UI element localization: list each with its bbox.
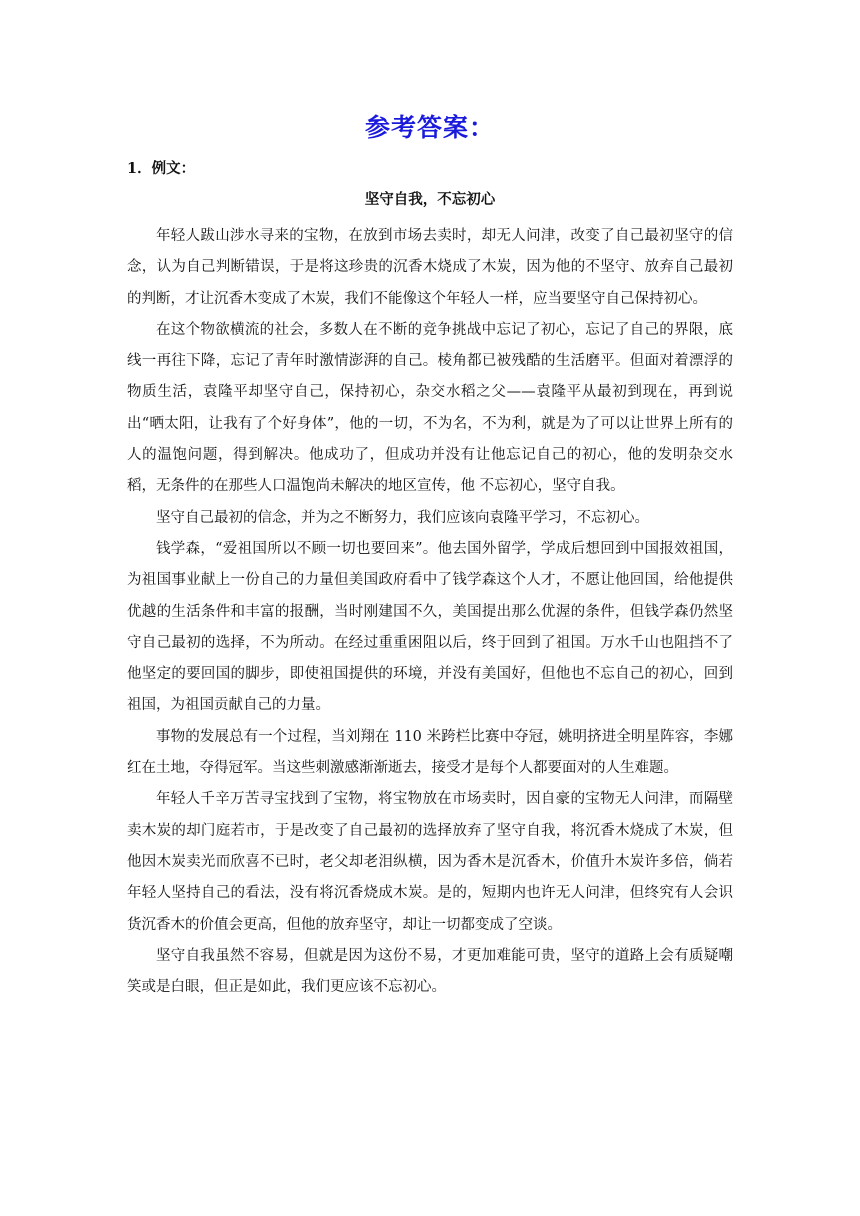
essay-paragraph: 事物的发展总有一个过程，当刘翔在 110 米跨栏比赛中夺冠，姚明挤进全明星阵容，李娜红在土地，夺得冠军。当这些刺激感渐渐逝去，接受才是每个人都要面对的人生难题。 — [127, 728, 733, 777]
essay-body — [127, 221, 733, 1003]
question-number: 1．例文： — [127, 160, 196, 177]
essay-paragraph: 坚守自己最初的信念，并为之不断努力，我们应该向袁隆平学习，不忘初心。 — [156, 509, 649, 526]
essay-paragraph: 钱学森，“爱祖国所以不顾一切也要回来”。他去国外留学，学成后想回到中国报效祖国，为祖国事业献上一份自己的力量但美国政府看中了钱学森这个人才，不愿让他回国，给他提供优越的生活条件和丰富的报酬，当时刚建国不久，美国提出那么优渥的条件，但钱学森仍然坚守自己最初的选择，不为所动。在经过重重困阻以后，终于回到了祖国。万水千山也阻挡不了他坚定的要回国的脚步，即使祖国提供的环境，并没有美国好，但他也不忘自己的初心，回到祖国，为祖国贡献自己的力量。 — [127, 540, 733, 714]
essay-paragraph: 年轻人千辛万苦寻宝找到了宝物，将宝物放在市场卖时，因自豪的宝物无人问津，而隔壁卖木炭的却门庭若市，于是改变了自己最初的选择放弃了坚守自我，将沉香木烧成了木炭，但他因木炭卖光而欣喜不已时，老父却老泪纵横，因为香木是沉香木，价值升木炭许多倍，倘若年轻人坚持自己的看法，没有将沉香烧成木炭。是的，短期内也许无人问津，但终究有人会识货沉香木的价值会更高，但他的放弃坚守，却让一切都变成了空谈。 — [127, 791, 733, 933]
essay-paragraph: 年轻人跋山涉水寻来的宝物，在放到市场去卖时，却无人问津，改变了自己最初坚守的信念，认为自己判断错误，于是将这珍贵的沉香木烧成了木炭，因为他的不坚守、放弃自己最初的判断，才让沉香木变成了木炭，我们不能像这个年轻人一样，应当要坚守自己保持初心。 — [127, 228, 733, 307]
essay-paragraph: 在这个物欲横流的社会，多数人在不断的竞争挑战中忘记了初心，忘记了自己的界限，底线一再往下降，忘记了青年时激情澎湃的自己。棱角都已被残酷的生活磨平。但面对着漂浮的物质生活，袁隆平却坚守自己，保持初心，杂交水稻之父——袁隆平从最初到现在，再到说出“晒太阳，让我有了个好身体”，他的一切，不为名，不为利，就是为了可以让世界上所有的人的温饱问题，得到解决。他成功了，但成功并没有让他忘记自己的初心，他的发明杂交水稻，无条件的在那些人口温饱尚未解决的地区宣传，他 不忘初心，坚守自我。 — [127, 321, 733, 495]
answer-heading: 参考答案： — [364, 113, 495, 142]
essay-title: 坚守自我，不忘初心 — [364, 191, 496, 208]
essay-paragraph: 坚守自我虽然不容易，但就是因为这份不易，才更加难能可贵，坚守的道路上会有质疑嘲笑或是白眼，但正是如此，我们更应该不忘初心。 — [127, 947, 733, 996]
